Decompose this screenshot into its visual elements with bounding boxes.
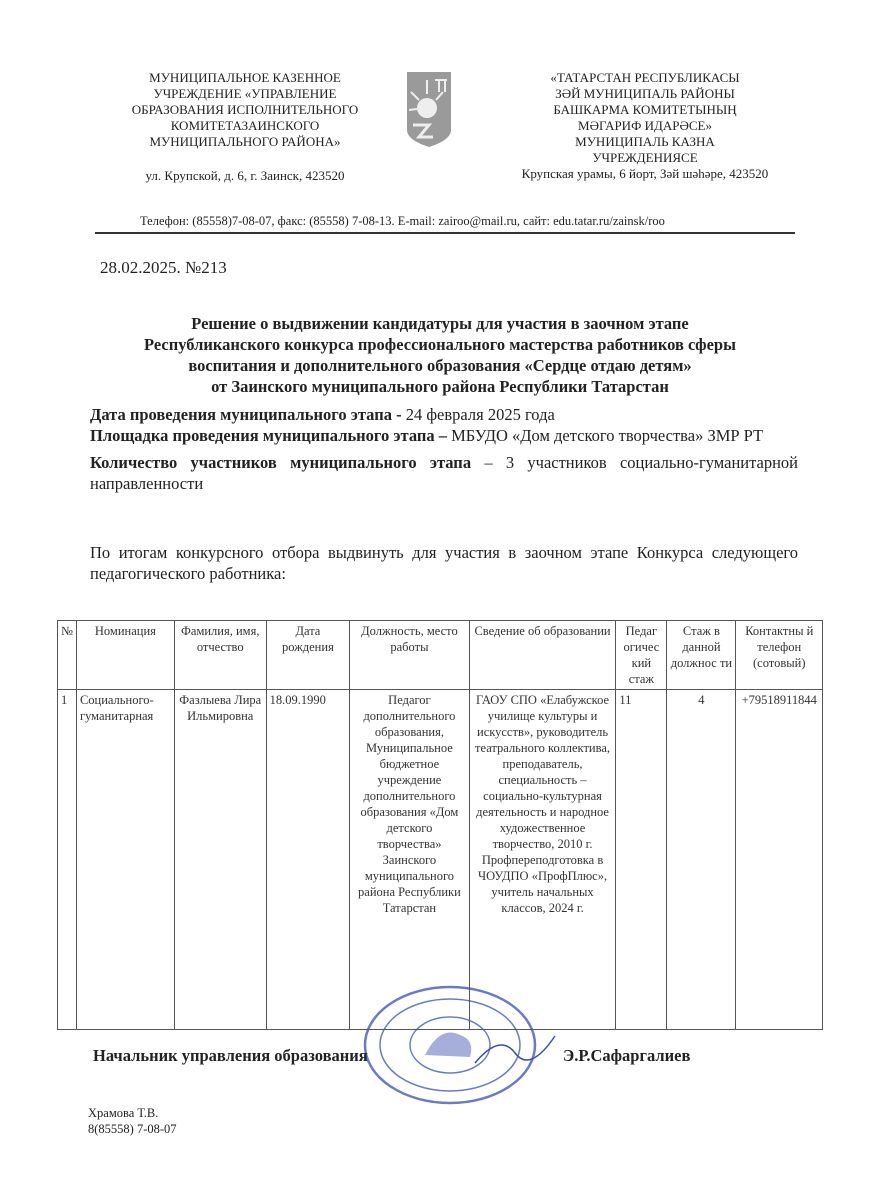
org-line: УЧРЕЖДЕНИЕ «УПРАВЛЕНИЕ [153, 86, 337, 101]
org-line: «ТАТАРСТАН РЕСПУБЛИКАСЫ [550, 70, 740, 85]
org-line: МУНИЦИПАЛЬНОГО РАЙОНА» [149, 134, 341, 149]
cell-birthdate: 18.09.1990 [266, 690, 350, 1030]
signature-mark [470, 1028, 560, 1068]
candidate-table [57, 620, 823, 1030]
cell-number: 1 [58, 690, 77, 1030]
contest-info [90, 404, 798, 494]
executor [88, 1105, 177, 1137]
col-header: Сведение об образовании [469, 621, 616, 690]
col-header: Должность, место работы [350, 621, 470, 690]
coat-of-arms-icon [405, 70, 453, 148]
col-header: № [58, 621, 77, 690]
cell-ped-experience: 11 [616, 690, 667, 1030]
col-header: Фамилия, имя, отчество [174, 621, 266, 690]
address-ru: ул. Крупской, д. 6, г. Заинск, 423520 [145, 168, 345, 183]
table-row [58, 690, 823, 1030]
org-line: МУНИЦИПАЛЬ КАЗНА [575, 134, 715, 149]
col-header: Контактны й телефон (сотовый) [736, 621, 823, 690]
address-tt: Крупская урамы, 6 йорт, Зәй шәһәре, 423520 [521, 166, 769, 181]
signatory-position: Начальник управления образования [93, 1046, 368, 1065]
title-line: воспитания и дополнительного образования «Сердце отдаю детям» [188, 356, 692, 375]
header-divider [95, 232, 795, 234]
title-line: Решение о выдвижении кандидатуры для участия в заочном этапе [191, 314, 689, 333]
info-date: Дата проведения муниципального этапа - 24 февраля 2025 года [90, 405, 555, 424]
cell-phone: +79518911844 [736, 690, 823, 1030]
cell-position-experience: 4 [667, 690, 736, 1030]
info-venue: Площадка проведения муниципального этапа – МБУДО «Дом детского творчества» ЗМР РТ [90, 426, 764, 445]
col-header: Номинация [76, 621, 174, 690]
document-number: 28.02.2025. №213 [100, 258, 227, 277]
org-name-tt [495, 70, 795, 182]
info-participants: Количество участников муниципального этапа – 3 участников социально-гуманитарной направленности [90, 453, 798, 493]
executor-name: Храмова Т.В. [88, 1106, 159, 1120]
cell-education: ГАОУ СПО «Елабужское училище культуры и искусств», руководитель театрального коллектива, преподаватель, специальность – социально-культурная деятельность и народное художественное творчество, 2010 г. Профпереподготовка в ЧОУДПО «ПрофПлюс», учитель начальных классов, 2024 г. [469, 690, 616, 1030]
cell-position: Педагог дополнительного образования, Муниципальное бюджетное учреждение дополнительного образования «Дом детского творчества» Заинского муниципального района Республики Татарстан [350, 690, 470, 1030]
contacts: Телефон: (85558)7-08-07, факс: (85558) 7-08-13. E-mail: zairoo@mail.ru, сайт: edu.tatar.ru/zainsk/roo [140, 214, 665, 228]
org-line: ЗӘЙ МУНИЦИПАЛЬ РАЙОНЫ [555, 86, 735, 101]
org-name-ru [110, 70, 380, 184]
org-line: ОБРАЗОВАНИЯ ИСПОЛНИТЕЛЬНОГО [131, 102, 359, 117]
col-header: Педаг огичес кий стаж [616, 621, 667, 690]
title-line: Республиканского конкурса профессионального мастерства работников сферы [144, 335, 736, 354]
org-line: БАШКАРМА КОМИТЕТЫНЫҢ [553, 102, 737, 117]
executor-phone: 8(85558) 7-08-07 [88, 1122, 177, 1136]
document-title [90, 313, 790, 397]
signatory-name: Э.Р.Сафаргалиев [563, 1046, 691, 1065]
org-line: МӘГАРИФ ИДАРӘСЕ» [578, 118, 712, 133]
title-line: от Заинского муниципального района Республики Татарстан [211, 377, 669, 396]
org-line: МУНИЦИПАЛЬНОЕ КАЗЕННОЕ [149, 70, 341, 85]
cell-name: Фазлыева Лира Ильмировна [174, 690, 266, 1030]
org-line: УЧРЕЖДЕНИЯСЕ [592, 150, 698, 165]
table-header-row [58, 621, 823, 690]
cell-nomination: Социального-гуманитарная [76, 690, 174, 1030]
intro-text: По итогам конкурсного отбора выдвинуть для участия в заочном этапе Конкурса следующего педагогического работника: [90, 543, 798, 583]
col-header: Дата рождения [266, 621, 350, 690]
org-line: КОМИТЕТАЗАИНСКОГО [170, 118, 320, 133]
col-header: Стаж в данной должнос ти [667, 621, 736, 690]
